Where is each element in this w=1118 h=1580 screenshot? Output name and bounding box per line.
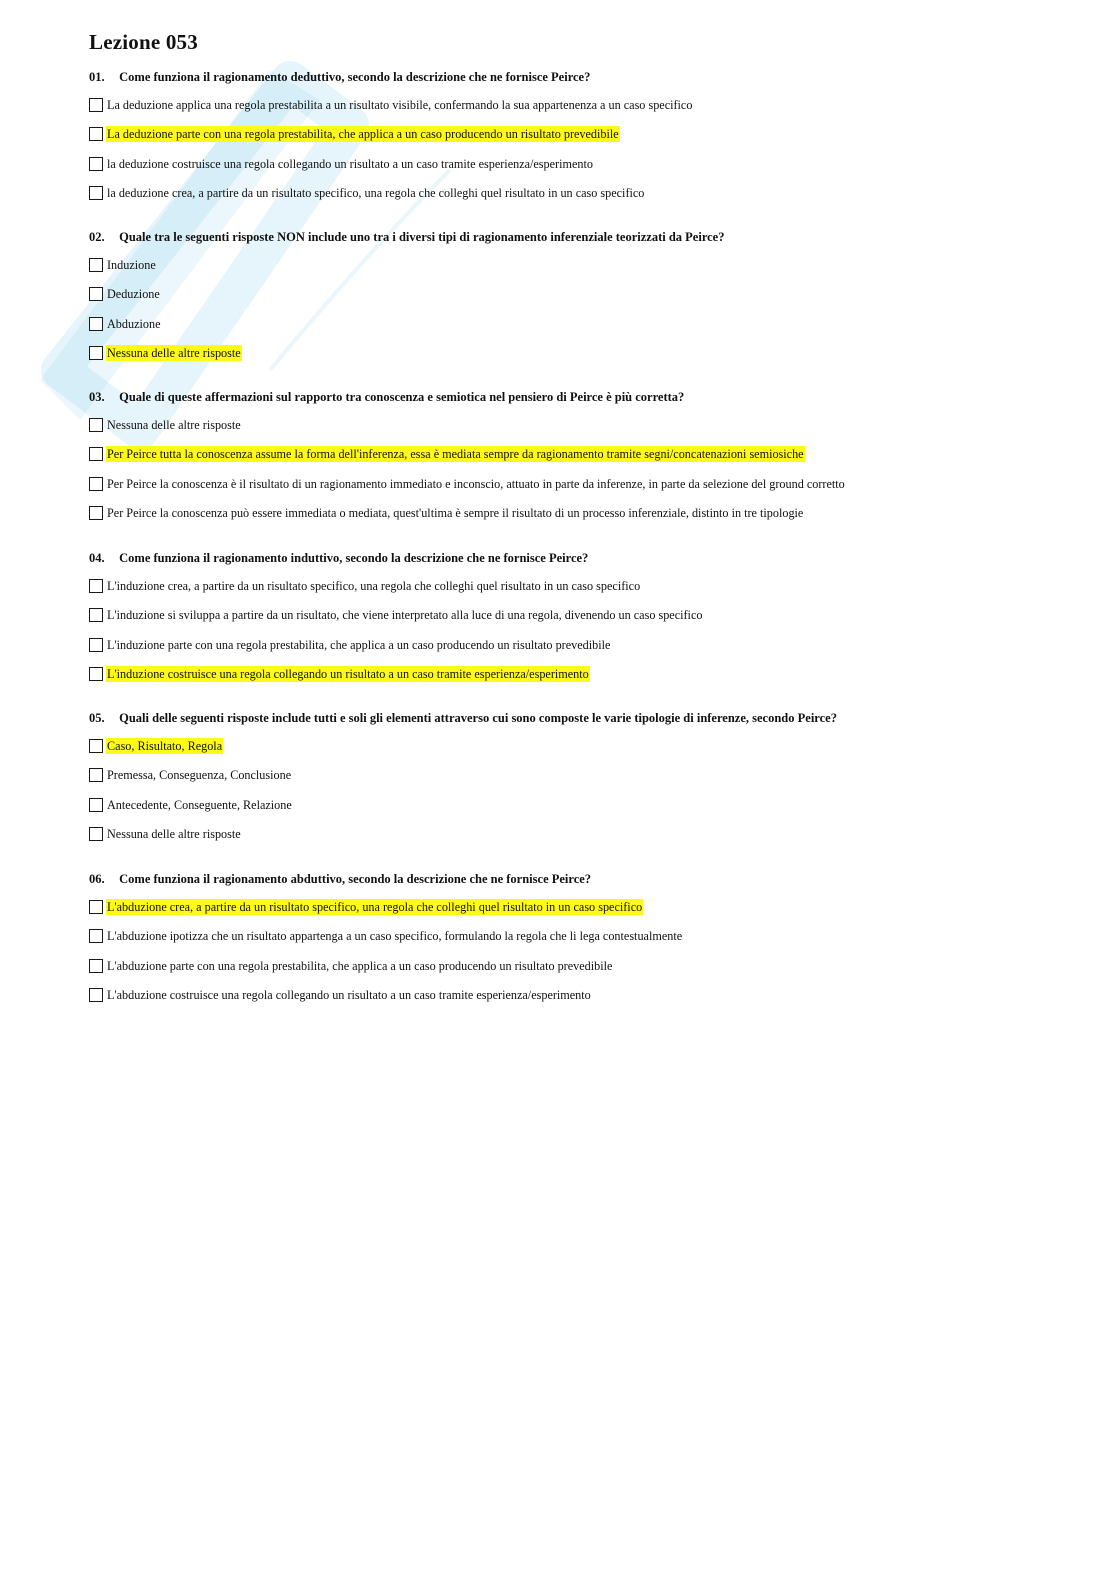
answer-option[interactable]: [89, 736, 1049, 755]
answer-text: L'induzione parte con una regola prestabilita, che applica a un caso producendo un risultato prevedibile: [107, 637, 611, 652]
answer-text-highlighted: Caso, Risultato, Regola: [107, 738, 223, 753]
question-text: [89, 549, 1049, 567]
checkbox-icon[interactable]: [89, 127, 103, 141]
answer-option[interactable]: [89, 474, 1049, 493]
question-text: [89, 870, 1049, 888]
question-block: [89, 709, 1049, 844]
answer-text: L'induzione si sviluppa a partire da un risultato, che viene interpretato alla luce di una regola, divenendo un caso specifico: [107, 608, 703, 622]
answer-text: Nessuna delle altre risposte: [107, 827, 241, 841]
document-title: Lezione 053: [89, 30, 198, 54]
answer-option[interactable]: [89, 986, 1049, 1005]
checkbox-icon[interactable]: [89, 739, 103, 753]
checkbox-icon[interactable]: [89, 506, 103, 520]
answer-text: Per Peirce la conoscenza può essere immediata o mediata, quest'ultima è sempre il risultato di un processo inferenziale, distinto in tre tipologie: [107, 506, 804, 520]
question-label: Quale tra le seguenti risposte NON include uno tra i diversi tipi di ragionamento inferenziale teorizzati da Peirce?: [119, 230, 725, 244]
checkbox-icon[interactable]: [89, 608, 103, 622]
answer-option[interactable]: [89, 314, 1049, 333]
checkbox-icon[interactable]: [89, 287, 103, 301]
checkbox-icon[interactable]: [89, 346, 103, 360]
question-number: 03.: [89, 390, 105, 404]
answer-text: Deduzione: [107, 287, 160, 301]
checkbox-icon[interactable]: [89, 157, 103, 171]
question-number: 06.: [89, 872, 105, 886]
answer-text: L'induzione crea, a partire da un risultato specifico, una regola che colleghi quel risultato in un caso specifico: [107, 578, 641, 593]
answer-option[interactable]: [89, 255, 1049, 274]
answer-option[interactable]: [89, 125, 1049, 144]
answer-text: la deduzione crea, a partire da un risultato specifico, una regola che colleghi quel risultato in un caso specifico: [107, 186, 645, 200]
answer-option[interactable]: [89, 415, 1049, 434]
answer-text: Per Peirce la conoscenza è il risultato di un ragionamento immediato e inconscio, attuato in parte da inferenze, in parte da selezione del ground corretto: [107, 476, 845, 491]
answer-option[interactable]: [89, 635, 1049, 654]
checkbox-icon[interactable]: [89, 929, 103, 943]
question-number: 02.: [89, 230, 105, 244]
answer-text-highlighted: L'abduzione crea, a partire da un risultato specifico, una regola che colleghi quel risultato in un caso specifico: [107, 899, 643, 914]
question-text: [89, 709, 1049, 727]
checkbox-icon[interactable]: [89, 988, 103, 1002]
answer-text: L'abduzione parte con una regola prestabilita, che applica a un caso producendo un risultato prevedibile: [107, 958, 613, 973]
question-label: Come funziona il ragionamento deduttivo, secondo la descrizione che ne fornisce Peirce?: [119, 70, 591, 84]
checkbox-icon[interactable]: [89, 477, 103, 491]
answer-option[interactable]: [89, 606, 1049, 625]
answer-option[interactable]: [89, 665, 1049, 684]
answer-option[interactable]: [89, 504, 1049, 523]
answer-text: L'abduzione costruisce una regola collegando un risultato a un caso tramite esperienza/esperimento: [107, 988, 591, 1002]
answer-text: Induzione: [107, 257, 156, 272]
answer-option[interactable]: [89, 956, 1049, 975]
question-text: [89, 228, 1049, 246]
question-label: Come funziona il ragionamento induttivo, secondo la descrizione che ne fornisce Peirce?: [119, 551, 589, 565]
answer-text: Abduzione: [107, 316, 161, 331]
answer-text: L'abduzione ipotizza che un risultato appartenga a un caso specifico, formulando la regola che li lega contestualmente: [107, 929, 683, 943]
question-label: Come funziona il ragionamento abduttivo, secondo la descrizione che ne fornisce Peirce?: [119, 872, 592, 886]
question-label: Quali delle seguenti risposte include tutti e soli gli elementi attraverso cui sono composte le varie tipologie di inferenze, secondo Peirce?: [119, 711, 837, 725]
answer-text: Antecedente, Conseguente, Relazione: [107, 797, 292, 812]
checkbox-icon[interactable]: [89, 186, 103, 200]
answer-text-highlighted: L'induzione costruisce una regola collegando un risultato a un caso tramite esperienza/esperimento: [107, 667, 589, 681]
answer-option[interactable]: [89, 825, 1049, 844]
checkbox-icon[interactable]: [89, 638, 103, 652]
question-block: [89, 388, 1049, 523]
checkbox-icon[interactable]: [89, 768, 103, 782]
question-number: 05.: [89, 711, 105, 725]
question-number: 04.: [89, 551, 105, 565]
answer-option[interactable]: [89, 897, 1049, 916]
checkbox-icon[interactable]: [89, 798, 103, 812]
answer-option[interactable]: [89, 445, 1049, 464]
checkbox-icon[interactable]: [89, 900, 103, 914]
checkbox-icon[interactable]: [89, 258, 103, 272]
checkbox-icon[interactable]: [89, 98, 103, 112]
answer-option[interactable]: [89, 576, 1049, 595]
question-label: Quale di queste affermazioni sul rapporto tra conoscenza e semiotica nel pensiero di Peirce è più corretta?: [119, 390, 685, 404]
question-block: [89, 549, 1049, 684]
answer-option[interactable]: [89, 927, 1049, 946]
answer-option[interactable]: [89, 795, 1049, 814]
answer-option[interactable]: [89, 344, 1049, 363]
checkbox-icon[interactable]: [89, 579, 103, 593]
question-block: [89, 870, 1049, 1005]
answer-text-highlighted: Per Peirce tutta la conoscenza assume la forma dell'inferenza, essa è mediata sempre da ragionamento tramite segni/concatenazioni semiosiche: [107, 447, 804, 461]
answer-option[interactable]: [89, 184, 1049, 203]
question-number: 01.: [89, 70, 105, 84]
answer-text-highlighted: La deduzione parte con una regola prestabilita, che applica a un caso producendo un risultato prevedibile: [107, 127, 619, 141]
question-text: [89, 68, 1049, 86]
answer-text: La deduzione applica una regola prestabilita a un risultato visibile, confermando la sua appartenenza a un caso specifico: [107, 97, 693, 112]
answer-text: Nessuna delle altre risposte: [107, 417, 241, 432]
checkbox-icon[interactable]: [89, 447, 103, 461]
checkbox-icon[interactable]: [89, 317, 103, 331]
checkbox-icon[interactable]: [89, 827, 103, 841]
answer-option[interactable]: [89, 285, 1049, 304]
checkbox-icon[interactable]: [89, 959, 103, 973]
answer-text-highlighted: Nessuna delle altre risposte: [107, 346, 241, 360]
checkbox-icon[interactable]: [89, 667, 103, 681]
question-text: [89, 388, 1049, 406]
answer-text: la deduzione costruisce una regola collegando un risultato a un caso tramite esperienza/esperimento: [107, 156, 593, 171]
answer-option[interactable]: [89, 154, 1049, 173]
answer-text: Premessa, Conseguenza, Conclusione: [107, 768, 292, 782]
question-block: [89, 228, 1049, 363]
answer-option[interactable]: [89, 95, 1049, 114]
question-block: [89, 68, 1049, 203]
checkbox-icon[interactable]: [89, 418, 103, 432]
answer-option[interactable]: [89, 766, 1049, 785]
